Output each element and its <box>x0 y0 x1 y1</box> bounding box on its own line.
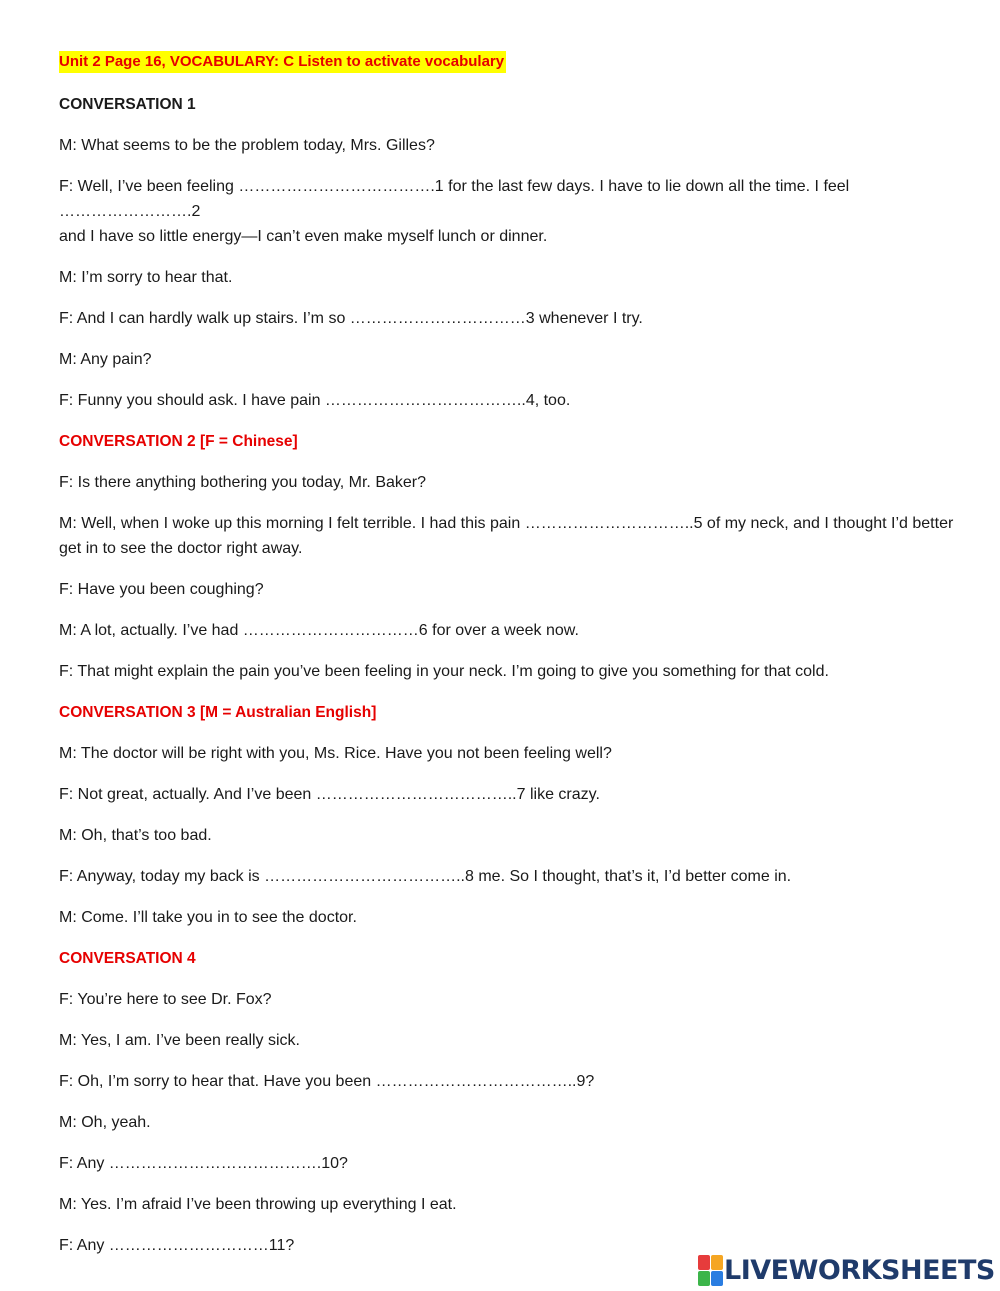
worksheet-title: Unit 2 Page 16, VOCABULARY: C Listen to activate vocabulary <box>59 51 506 73</box>
dialogue-line: M: A lot, actually. I’ve had ……………………………6 for over a week now. <box>59 622 579 639</box>
dialogue-line: F: Have you been coughing? <box>59 581 264 598</box>
dialogue-line: M: Oh, yeah. <box>59 1114 151 1131</box>
liveworksheets-logo[interactable] <box>698 1254 994 1286</box>
logo-tile <box>711 1255 723 1270</box>
dialogue-line: F: Is there anything bothering you today, Mr. Baker? <box>59 474 427 491</box>
dialogue-line: F: Funny you should ask. I have pain ………………………………..4, too. <box>59 392 571 409</box>
logo-tile <box>711 1271 723 1286</box>
dialogue-line: and I have so little energy—I can’t even make myself lunch or dinner. <box>59 228 548 245</box>
dialogue-line: F: That might explain the pain you’ve been feeling in your neck. I’m going to give you something for that cold. <box>59 663 829 680</box>
brand-name: LIVEWORKSHEETS <box>724 1254 995 1286</box>
dialogue-line: M: The doctor will be right with you, Ms. Rice. Have you not been feeling well? <box>59 745 612 762</box>
dialogue-line: M: Come. I’ll take you in to see the doctor. <box>59 909 357 926</box>
dialogue-line: get in to see the doctor right away. <box>59 540 303 557</box>
dialogue-line: F: And I can hardly walk up stairs. I’m so ……………………………3 whenever I try. <box>59 310 643 327</box>
worksheet-page <box>59 51 959 1258</box>
conversation-heading: CONVERSATION 1 <box>59 96 196 113</box>
dialogue-line: M: What seems to be the problem today, Mrs. Gilles? <box>59 137 435 154</box>
dialogue-line: F: Anyway, today my back is ………………………………..8 me. So I thought, that’s it, I’d better come in. <box>59 868 792 885</box>
logo-tile <box>698 1255 710 1270</box>
dialogue-line: M: I’m sorry to hear that. <box>59 269 233 286</box>
dialogue-line: M: Oh, that’s too bad. <box>59 827 212 844</box>
dialogue-line: F: Not great, actually. And I’ve been ………………………………..7 like crazy. <box>59 786 600 803</box>
conversation-heading: CONVERSATION 2 [F = Chinese] <box>59 433 298 450</box>
conversation-heading: CONVERSATION 3 [M = Australian English] <box>59 704 377 721</box>
conversation-heading: CONVERSATION 4 <box>59 950 196 967</box>
dialogue-line: F: Oh, I’m sorry to hear that. Have you been ………………………………..9? <box>59 1073 595 1090</box>
dialogue-line: F: You’re here to see Dr. Fox? <box>59 991 272 1008</box>
dialogue-line: M: Well, when I woke up this morning I felt terrible. I had this pain …………………………..5 of my neck, and I thought I’d better <box>59 515 954 532</box>
logo-tile <box>698 1271 710 1286</box>
liveworksheets-logo-icon <box>698 1255 722 1285</box>
dialogue-line: F: Any …………………………11? <box>59 1237 295 1254</box>
dialogue-line: M: Yes, I am. I’ve been really sick. <box>59 1032 300 1049</box>
dialogue-line: F: Well, I’ve been feeling ……………………………….1 for the last few days. I have to lie down all the time. I feel …………………….2 <box>59 178 850 220</box>
dialogue-line: F: Any ………………………………….10? <box>59 1155 348 1172</box>
dialogue-line: M: Yes. I’m afraid I’ve been throwing up everything I eat. <box>59 1196 457 1213</box>
dialogue-line: M: Any pain? <box>59 351 152 368</box>
